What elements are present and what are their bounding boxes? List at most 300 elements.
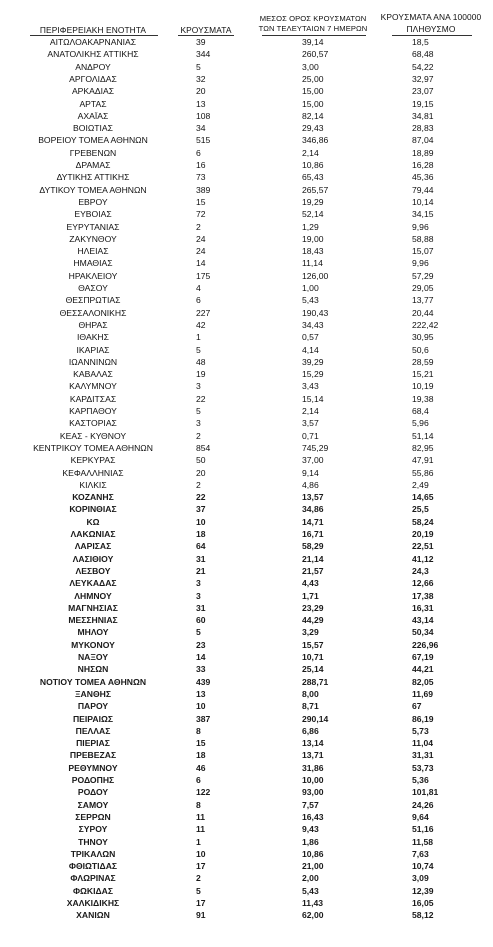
- per100k-cell: 5,36: [412, 775, 429, 785]
- avg-cell: 39,29: [302, 356, 324, 367]
- cases-cell: 13: [196, 98, 206, 109]
- per100k-cell: 55,86: [412, 467, 434, 478]
- per100k-cell: 34,81: [412, 110, 434, 121]
- region-cell: ΑΡΚΑΔΙΑΣ: [71, 86, 115, 97]
- table-row: [0, 271, 493, 282]
- table-row: [0, 369, 493, 380]
- region-cell: ΛΕΣΒΟΥ: [75, 565, 111, 576]
- table-row: [0, 258, 493, 269]
- region-cell: ΛΑΚΩΝΙΑΣ: [70, 529, 116, 539]
- table-row: [0, 787, 493, 798]
- table-row: [0, 443, 493, 454]
- per100k-cell: 10,19: [412, 381, 434, 392]
- region-cell: ΗΡΑΚΛΕΙΟΥ: [68, 270, 118, 281]
- avg-cell: 8,00: [302, 688, 319, 699]
- region-cell: ΑΝΔΡΟΥ: [75, 61, 111, 72]
- avg-cell: 7,57: [302, 799, 319, 810]
- region-cell: ΚΕΡΚΥΡΑΣ: [70, 455, 116, 466]
- table-row: [0, 873, 493, 884]
- cases-cell: 11: [196, 811, 206, 822]
- region-cell: ΞΑΝΘΗΣ: [75, 688, 111, 699]
- avg-cell: 1,29: [302, 221, 319, 232]
- per100k-cell: 43,14: [412, 615, 434, 626]
- per100k-cell: 5,96: [412, 418, 429, 429]
- per100k-cell: 47,91: [412, 455, 434, 466]
- per100k-cell: 9,96: [412, 221, 429, 232]
- avg-cell: 10,71: [302, 652, 324, 662]
- per100k-cell: 10,74: [412, 861, 434, 872]
- per100k-cell: 9,96: [412, 258, 429, 269]
- table-row: [0, 49, 493, 60]
- cases-cell: 3: [196, 590, 201, 601]
- table-row: [0, 234, 493, 245]
- per100k-cell: 16,28: [412, 160, 434, 170]
- per100k-cell: 7,63: [412, 848, 429, 859]
- table-row: [0, 185, 493, 196]
- per100k-cell: 11,04: [412, 738, 434, 749]
- avg-cell: 19,29: [302, 196, 324, 207]
- region-cell: ΡΕΘΥΜΝΟΥ: [68, 762, 118, 773]
- per100k-cell: 226,96: [412, 639, 439, 650]
- table-row: [0, 381, 493, 392]
- cases-cell: 8: [196, 725, 201, 736]
- cases-cell: 20: [196, 467, 206, 478]
- region-cell: ΠΡΕΒΕΖΑΣ: [69, 750, 117, 761]
- region-cell: ΑΧΑΪΑΣ: [77, 110, 109, 121]
- per100k-cell: 15,07: [412, 246, 434, 257]
- per100k-cell: 51,14: [412, 430, 434, 441]
- table-row: [0, 308, 493, 319]
- per100k-cell: 51,16: [412, 824, 434, 835]
- avg-cell: 39,14: [302, 37, 324, 47]
- region-cell: ΡΟΔΟΠΗΣ: [71, 775, 115, 785]
- region-cell: ΔΥΤΙΚΗΣ ΑΤΤΙΚΗΣ: [56, 172, 130, 183]
- region-cell: ΘΕΣΠΡΩΤΙΑΣ: [65, 295, 121, 306]
- region-cell: ΑΡΓΟΛΙΔΑΣ: [69, 73, 117, 84]
- cases-cell: 18: [196, 750, 206, 761]
- cases-cell: 16: [196, 160, 206, 170]
- avg-cell: 15,29: [302, 369, 324, 380]
- avg-cell: 18,43: [302, 246, 324, 257]
- table-row: [0, 775, 493, 786]
- table-row: [0, 37, 493, 48]
- per100k-cell: 2,49: [412, 479, 429, 490]
- table-row: [0, 800, 493, 811]
- cases-cell: 5: [196, 885, 201, 896]
- avg-cell: 4,43: [302, 578, 319, 589]
- avg-cell: 37,00: [302, 455, 324, 466]
- per100k-cell: 86,19: [412, 713, 434, 724]
- cases-cell: 5: [196, 61, 201, 72]
- table-row: [0, 197, 493, 208]
- region-cell: ΠΙΕΡΙΑΣ: [76, 738, 110, 749]
- region-cell: ΦΩΚΙΔΑΣ: [72, 885, 114, 896]
- table-row: [0, 701, 493, 712]
- table-row: [0, 615, 493, 626]
- cases-cell: 72: [196, 209, 206, 220]
- avg-cell: 2,14: [302, 147, 319, 158]
- avg-cell: 25,00: [302, 73, 324, 84]
- region-cell: ΝΑΞΟΥ: [77, 652, 109, 662]
- table-row: [0, 357, 493, 368]
- table-row: [0, 431, 493, 442]
- table-row: [0, 345, 493, 356]
- region-cell: ΖΑΚΥΝΘΟΥ: [69, 233, 117, 244]
- avg-cell: 25,14: [302, 664, 324, 675]
- avg-cell: 3,00: [302, 61, 319, 72]
- per100k-cell: 50,6: [412, 344, 429, 355]
- cases-cell: 34: [196, 123, 206, 134]
- cases-cell: 24: [196, 233, 206, 244]
- table-row: [0, 455, 493, 466]
- table-row: [0, 172, 493, 183]
- region-cell: ΣΕΡΡΩΝ: [75, 811, 111, 822]
- cases-cell: 37: [196, 504, 206, 515]
- cases-cell: 17: [196, 898, 206, 908]
- per100k-cell: 10,14: [412, 196, 434, 207]
- cases-cell: 13: [196, 688, 206, 699]
- per100k-cell: 79,44: [412, 184, 434, 195]
- region-cell: ΧΑΝΙΩΝ: [76, 910, 110, 921]
- avg-cell: 288,71: [302, 676, 329, 687]
- avg-cell: 5,43: [302, 295, 319, 306]
- avg-cell: 1,00: [302, 283, 319, 293]
- header-per100k: ΚΡΟΥΣΜΑΤΑ ΑΝΑ 100000 ΠΛΗΘΥΣΜΟ: [380, 12, 482, 34]
- per100k-cell: 29,05: [412, 283, 434, 293]
- region-cell: ΑΙΤΩΛΟΑΚΑΡΝΑΝΙΑΣ: [49, 37, 137, 47]
- cases-cell: 31: [196, 602, 206, 613]
- table-row: [0, 111, 493, 122]
- cases-cell: 2: [196, 221, 201, 232]
- avg-cell: 58,29: [302, 541, 324, 552]
- avg-cell: 13,71: [302, 750, 324, 761]
- per100k-cell: 68,4: [412, 406, 429, 416]
- cases-cell: 5: [196, 406, 201, 416]
- table-row: [0, 320, 493, 331]
- table-row: [0, 332, 493, 343]
- per100k-cell: 34,15: [412, 209, 434, 220]
- cases-cell: 50: [196, 455, 206, 466]
- region-cell: ΣΥΡΟΥ: [78, 824, 108, 835]
- cases-cell: 227: [196, 307, 211, 318]
- avg-cell: 5,43: [302, 885, 319, 896]
- per100k-cell: 68,48: [412, 49, 434, 60]
- cases-cell: 175: [196, 270, 211, 281]
- avg-cell: 52,14: [302, 209, 324, 220]
- avg-cell: 126,00: [302, 270, 329, 281]
- per100k-cell: 18,89: [412, 147, 434, 158]
- table-row: [0, 468, 493, 479]
- per100k-cell: 44,21: [412, 664, 434, 675]
- per100k-cell: 41,12: [412, 553, 434, 564]
- avg-cell: 93,00: [302, 787, 324, 798]
- avg-cell: 15,14: [302, 393, 324, 404]
- region-cell: ΗΜΑΘΙΑΣ: [73, 258, 113, 269]
- region-cell: ΒΟΡΕΙΟΥ ΤΟΜΕΑ ΑΘΗΝΩΝ: [38, 135, 148, 146]
- header-underline: [178, 35, 234, 36]
- region-cell: ΚΑΣΤΟΡΙΑΣ: [69, 418, 117, 429]
- per100k-cell: 23,07: [412, 86, 434, 97]
- per100k-cell: 3,09: [412, 873, 429, 884]
- avg-cell: 21,14: [302, 553, 324, 564]
- cases-cell: 11: [196, 824, 206, 835]
- per100k-cell: 5,73: [412, 725, 429, 736]
- per100k-cell: 101,81: [412, 787, 439, 798]
- table-row: [0, 824, 493, 835]
- region-cell: ΚΑΛΥΜΝΟΥ: [69, 381, 117, 392]
- region-cell: ΦΘΙΩΤΙΔΑΣ: [68, 861, 118, 872]
- table-row: [0, 603, 493, 614]
- cases-cell: 17: [196, 861, 206, 872]
- table-row: [0, 627, 493, 638]
- table-row: [0, 529, 493, 540]
- table-row: [0, 541, 493, 552]
- per100k-cell: 22,51: [412, 541, 434, 552]
- avg-cell: 2,00: [302, 873, 319, 884]
- table-row: [0, 910, 493, 921]
- per100k-cell: 24,26: [412, 799, 434, 810]
- region-cell: ΚΕΑΣ - ΚΥΘΝΟΥ: [59, 430, 127, 441]
- cases-cell: 8: [196, 799, 201, 810]
- cases-cell: 108: [196, 110, 211, 121]
- per100k-cell: 50,34: [412, 627, 434, 638]
- region-cell: ΤΡΙΚΑΛΩΝ: [70, 848, 116, 859]
- avg-cell: 34,86: [302, 504, 324, 515]
- cases-cell: 21: [196, 565, 206, 576]
- cases-cell: 48: [196, 356, 206, 367]
- region-cell: ΣΑΜΟΥ: [77, 799, 109, 810]
- region-cell: ΠΕΛΛΑΣ: [75, 725, 111, 736]
- region-cell: ΔΥΤΙΚΟΥ ΤΟΜΕΑ ΑΘΗΝΩΝ: [39, 184, 147, 195]
- per100k-cell: 25,5: [412, 504, 429, 515]
- cases-cell: 6: [196, 775, 201, 785]
- cases-cell: 344: [196, 49, 211, 60]
- region-cell: ΚΑΡΠΑΘΟΥ: [69, 406, 117, 416]
- avg-cell: 15,00: [302, 86, 324, 97]
- table-row: [0, 283, 493, 294]
- avg-cell: 4,86: [302, 479, 319, 490]
- per100k-cell: 11,58: [412, 836, 434, 847]
- avg-cell: 190,43: [302, 307, 329, 318]
- avg-cell: 16,43: [302, 811, 324, 822]
- region-cell: ΠΕΙΡΑΙΩΣ: [72, 713, 114, 724]
- avg-cell: 31,86: [302, 762, 324, 773]
- region-cell: ΑΡΤΑΣ: [79, 98, 107, 109]
- avg-cell: 10,86: [302, 848, 324, 859]
- avg-cell: 10,00: [302, 775, 324, 785]
- cases-cell: 15: [196, 738, 206, 749]
- per100k-cell: 12,39: [412, 885, 434, 896]
- cases-cell: 122: [196, 787, 211, 798]
- table-row: [0, 209, 493, 220]
- region-cell: ΚΑΡΔΙΤΣΑΣ: [69, 393, 117, 404]
- per100k-cell: 15,21: [412, 369, 434, 380]
- cases-cell: 14: [196, 258, 206, 269]
- avg-cell: 1,71: [302, 590, 319, 601]
- cases-cell: 5: [196, 344, 201, 355]
- region-cell: ΘΑΣΟΥ: [78, 283, 108, 293]
- region-cell: ΤΗΝΟΥ: [78, 836, 108, 847]
- table-row: [0, 480, 493, 491]
- per100k-cell: 82,05: [412, 676, 434, 687]
- region-cell: ΗΛΕΙΑΣ: [77, 246, 109, 257]
- per100k-cell: 20,19: [412, 529, 434, 539]
- cases-cell: 389: [196, 184, 211, 195]
- table-row: [0, 554, 493, 565]
- per100k-cell: 32,97: [412, 73, 434, 84]
- region-cell: ΜΗΛΟΥ: [77, 627, 109, 638]
- header-underline: [262, 35, 366, 36]
- table-row: [0, 123, 493, 134]
- cases-cell: 39: [196, 37, 206, 47]
- region-cell: ΓΡΕΒΕΝΩΝ: [69, 147, 117, 158]
- per100k-cell: 12,66: [412, 578, 434, 589]
- table-row: [0, 837, 493, 848]
- cases-cell: 3: [196, 418, 201, 429]
- table-row: [0, 418, 493, 429]
- avg-cell: 11,14: [302, 258, 323, 269]
- region-cell: ΚΕΦΑΛΛΗΝΙΑΣ: [62, 467, 124, 478]
- avg-cell: 3,57: [302, 418, 319, 429]
- region-cell: ΘΕΣΣΑΛΟΝΙΚΗΣ: [59, 307, 127, 318]
- table-row: [0, 406, 493, 417]
- per100k-cell: 58,12: [412, 910, 434, 921]
- avg-cell: 34,43: [302, 319, 324, 330]
- region-cell: ΜΑΓΝΗΣΙΑΣ: [68, 602, 118, 613]
- per100k-cell: 16,05: [412, 898, 434, 908]
- region-cell: ΚΙΛΚΙΣ: [79, 479, 107, 490]
- region-cell: ΛΑΡΙΣΑΣ: [74, 541, 112, 552]
- header-underline: [30, 35, 158, 36]
- per100k-cell: 16,31: [412, 602, 434, 613]
- per100k-cell: 87,04: [412, 135, 434, 146]
- cases-cell: 10: [196, 848, 206, 859]
- region-cell: ΚΟΖΑΝΗΣ: [72, 492, 114, 503]
- per100k-cell: 19,15: [412, 98, 434, 109]
- table-row: [0, 246, 493, 257]
- per100k-cell: 57,29: [412, 270, 434, 281]
- avg-cell: 62,00: [302, 910, 324, 921]
- region-cell: ΘΗΡΑΣ: [78, 319, 108, 330]
- table-row: [0, 394, 493, 405]
- table-row: [0, 763, 493, 774]
- cases-cell: 42: [196, 319, 206, 330]
- table-row: [0, 504, 493, 515]
- cases-cell: 1: [196, 836, 201, 847]
- cases-cell: 515: [196, 135, 211, 146]
- per100k-cell: 14,65: [412, 492, 434, 503]
- avg-cell: 346,86: [302, 135, 329, 146]
- cases-cell: 46: [196, 762, 206, 773]
- per100k-cell: 18,5: [412, 37, 429, 47]
- per100k-cell: 58,24: [412, 516, 434, 527]
- cases-cell: 5: [196, 627, 201, 638]
- avg-cell: 82,14: [302, 110, 324, 121]
- per100k-cell: 54,22: [412, 61, 434, 72]
- region-cell: ΡΟΔΟΥ: [77, 787, 109, 798]
- region-cell: ΙΩΑΝΝΙΝΩΝ: [68, 356, 118, 367]
- cases-cell: 3: [196, 381, 201, 392]
- header-cases: ΚΡΟΥΣΜΑΤΑ: [180, 25, 232, 35]
- table-row: [0, 222, 493, 233]
- cases-cell: 854: [196, 442, 211, 453]
- avg-cell: 10,86: [302, 160, 324, 170]
- avg-cell: 19,00: [302, 233, 324, 244]
- cases-cell: 19: [196, 369, 206, 380]
- region-cell: ΚΕΝΤΡΙΚΟΥ ΤΟΜΕΑ ΑΘΗΝΩΝ: [33, 442, 153, 453]
- table-row: [0, 849, 493, 860]
- cases-cell: 32: [196, 73, 206, 84]
- per100k-cell: 17,38: [412, 590, 434, 601]
- table-row: [0, 664, 493, 675]
- cases-cell: 31: [196, 553, 206, 564]
- table-row: [0, 295, 493, 306]
- per100k-cell: 30,95: [412, 332, 434, 343]
- cases-cell: 22: [196, 492, 206, 503]
- table-row: [0, 677, 493, 688]
- per100k-cell: 24,3: [412, 565, 429, 576]
- per100k-cell: 28,59: [412, 356, 434, 367]
- region-cell: ΕΒΡΟΥ: [78, 196, 108, 207]
- region-cell: ΝΗΣΩΝ: [77, 664, 109, 675]
- table-row: [0, 898, 493, 909]
- region-cell: ΝΟΤΙΟΥ ΤΟΜΕΑ ΑΘΗΝΩΝ: [39, 676, 147, 687]
- avg-cell: 9,43: [302, 824, 319, 835]
- region-cell: ΛΗΜΝΟΥ: [74, 590, 112, 601]
- header-underline: [392, 35, 472, 36]
- table-row: [0, 86, 493, 97]
- avg-cell: 13,14: [302, 738, 324, 749]
- region-cell: ΛΑΣΙΘΙΟΥ: [72, 553, 114, 564]
- cases-cell: 15: [196, 196, 206, 207]
- avg-cell: 0,57: [302, 332, 319, 343]
- avg-cell: 9,14: [302, 467, 319, 478]
- table-row: [0, 74, 493, 85]
- avg-cell: 11,43: [302, 898, 324, 908]
- table-row: [0, 135, 493, 146]
- avg-cell: 21,00: [302, 861, 324, 872]
- cases-cell: 2: [196, 479, 201, 490]
- table-row: [0, 578, 493, 589]
- cases-cell: 6: [196, 147, 201, 158]
- cases-cell: 23: [196, 639, 206, 650]
- header-avg: ΜΕΣΟΣ ΟΡΟΣ ΚΡΟΥΣΜΑΤΩΝ ΤΩΝ ΤΕΛΕΥΤΑΙΩΝ 7 ΗΜΕΡΩΝ: [258, 14, 368, 33]
- per100k-cell: 58,88: [412, 233, 434, 244]
- region-cell: ΒΟΙΩΤΙΑΣ: [73, 123, 113, 134]
- cases-cell: 2: [196, 873, 201, 884]
- table-row: [0, 689, 493, 700]
- region-cell: ΔΡΑΜΑΣ: [75, 160, 111, 170]
- avg-cell: 21,57: [302, 565, 324, 576]
- region-cell: ΕΥΒΟΙΑΣ: [74, 209, 112, 220]
- cases-cell: 14: [196, 652, 206, 662]
- per100k-cell: 28,83: [412, 123, 434, 134]
- cases-cell: 10: [196, 516, 206, 527]
- per100k-cell: 222,42: [412, 319, 439, 330]
- table-row: [0, 861, 493, 872]
- cases-cell: 73: [196, 172, 206, 183]
- cases-cell: 24: [196, 246, 206, 257]
- avg-cell: 265,57: [302, 184, 329, 195]
- cases-cell: 33: [196, 664, 206, 675]
- avg-cell: 290,14: [302, 713, 329, 724]
- cases-cell: 3: [196, 578, 201, 589]
- per100k-cell: 82,95: [412, 442, 434, 453]
- table-row: [0, 148, 493, 159]
- avg-cell: 4,14: [302, 344, 319, 355]
- table-row: [0, 750, 493, 761]
- table-row: [0, 566, 493, 577]
